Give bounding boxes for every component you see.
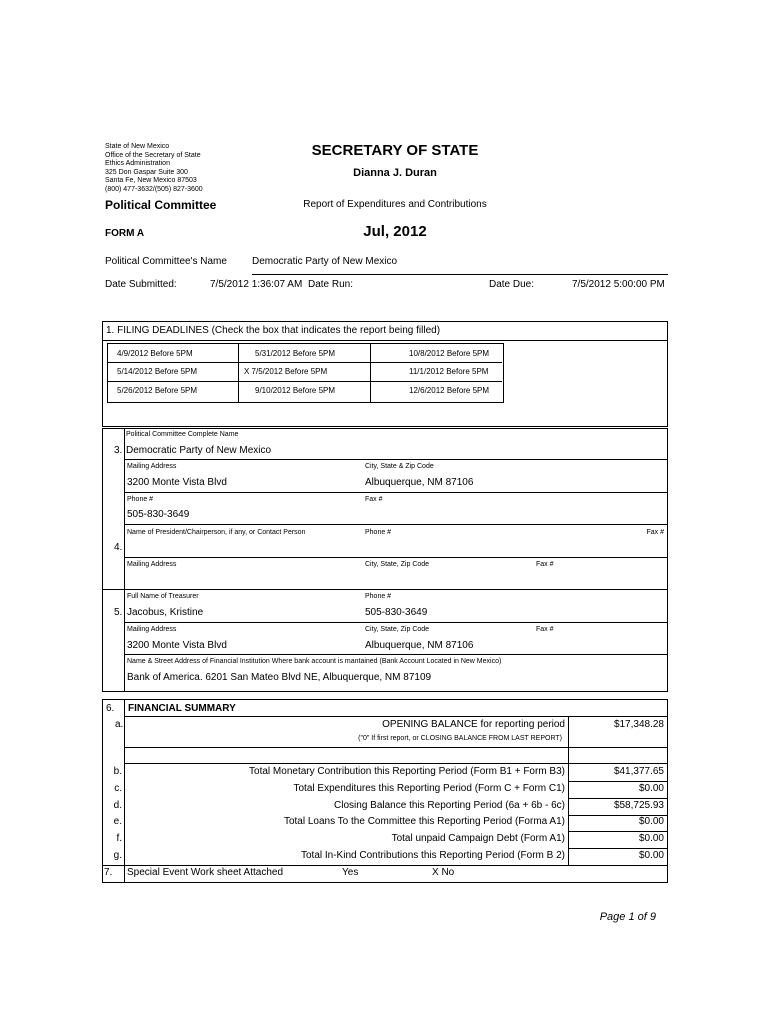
date-submitted: 7/5/2012 1:36:07 AM xyxy=(210,279,303,290)
summary-row-value: $0.00 xyxy=(638,783,664,794)
phone-label: Phone # xyxy=(365,529,392,536)
deadline-option[interactable]: 10/8/2012 Before 5PM xyxy=(409,349,490,358)
row-letter: b. xyxy=(113,766,122,777)
treasurer-phone: 505-830-3649 xyxy=(365,607,428,618)
committee-name: Democratic Party of New Mexico xyxy=(252,256,398,267)
address-line: Office of the Secretary of State xyxy=(105,151,201,159)
filing-deadlines-title: 1. FILING DEADLINES (Check the box that indicates the report being filled) xyxy=(106,325,441,336)
section-number: 6. xyxy=(106,703,115,714)
header-rule xyxy=(252,274,668,275)
form-label: FORM A xyxy=(105,228,145,239)
row-letter: a. xyxy=(115,719,124,730)
deadline-option[interactable]: 5/14/2012 Before 5PM xyxy=(117,367,198,376)
section-number: 3. xyxy=(114,445,123,456)
section-number: 4. xyxy=(114,542,123,553)
treasurer-label: Full Name of Treasurer xyxy=(127,593,199,600)
address-line: 325 Don Gaspar Suite 300 xyxy=(105,168,188,176)
page-number: Page 1 of 9 xyxy=(599,911,656,923)
date-due-label: Date Due: xyxy=(489,279,535,290)
deadline-option[interactable]: 5/26/2012 Before 5PM xyxy=(117,386,198,395)
summary-row-label: Total Monetary Contribution this Reporting Period (Form B1 + Form B3) xyxy=(249,766,565,777)
committee-name-label: Political Committee's Name xyxy=(105,256,227,267)
row-letter: g. xyxy=(113,850,122,861)
row-letter: d. xyxy=(113,800,122,811)
fax-label: Fax # xyxy=(646,529,664,536)
financial-summary-title: FINANCIAL SUMMARY xyxy=(128,703,236,714)
report-title: Report of Expenditures and Contributions xyxy=(303,199,487,210)
report-period: Jul, 2012 xyxy=(363,223,427,240)
deadline-option[interactable]: 9/10/2012 Before 5PM xyxy=(255,386,336,395)
treasurer-name: Jacobus, Kristine xyxy=(127,607,204,618)
address-line: Ethics Administration xyxy=(105,160,170,168)
treasurer-city-state-zip: Albuquerque, NM 87106 xyxy=(365,640,474,651)
date-run-label: Date Run: xyxy=(308,279,354,290)
address-line: State of New Mexico xyxy=(105,143,170,150)
phone-number: 505-830-3649 xyxy=(127,509,190,520)
phone-label: Phone # xyxy=(365,593,392,600)
contact-person-label: Name of President/Chairperson, if any, or Contact Person xyxy=(127,529,306,536)
date-submitted-label: Date Submitted: xyxy=(105,279,177,290)
deadline-option[interactable]: 12/6/2012 Before 5PM xyxy=(409,386,490,395)
complete-name-label: Political Committee Complete Name xyxy=(126,431,239,438)
deadline-option[interactable]: 4/9/2012 Before 5PM xyxy=(117,349,193,358)
city-state-zip-label: City, State, Zip Code xyxy=(365,561,430,568)
summary-row-label: Total Expenditures this Reporting Period (Form C + Form C1) xyxy=(293,783,565,794)
page-title: SECRETARY OF STATE xyxy=(311,142,479,159)
committee-type: Political Committee xyxy=(105,198,217,212)
special-event-no-selected[interactable]: X No xyxy=(432,867,455,878)
row-letter: c. xyxy=(114,783,122,794)
special-event-yes[interactable]: Yes xyxy=(342,867,359,878)
treasurer-mailing-address: 3200 Monte Vista Blvd xyxy=(127,640,227,651)
deadline-option-selected[interactable]: X 7/5/2012 Before 5PM xyxy=(244,367,328,376)
agency-address xyxy=(105,143,265,195)
mailing-address-label: Mailing Address xyxy=(127,463,177,470)
fax-label: Fax # xyxy=(536,561,554,568)
summary-row-value: $0.00 xyxy=(638,850,664,861)
section-number: 7. xyxy=(104,867,113,878)
summary-row-label: Closing Balance this Reporting Period (6a + 6b - 6c) xyxy=(334,800,565,811)
summary-row-value: $0.00 xyxy=(638,816,664,827)
fax-label: Fax # xyxy=(365,496,383,503)
opening-balance-value: $17,348.28 xyxy=(613,719,664,730)
committee-complete-name: Democratic Party of New Mexico xyxy=(126,445,272,456)
row-letter: e. xyxy=(113,816,122,827)
bank-info: Bank of America. 6201 San Mateo Blvd NE, Albuquerque, NM 87109 xyxy=(127,672,432,683)
opening-balance-label: OPENING BALANCE for reporting period xyxy=(382,719,565,730)
deadline-option[interactable]: 5/31/2012 Before 5PM xyxy=(255,349,336,358)
date-due: 7/5/2012 5:00:00 PM xyxy=(572,279,665,290)
fax-label: Fax # xyxy=(536,626,554,633)
special-event-label: Special Event Work sheet Attached xyxy=(127,867,284,878)
phone-label: Phone # xyxy=(127,496,154,503)
section-number: 5. xyxy=(114,607,123,618)
secretary-name: Dianna J. Duran xyxy=(353,167,437,179)
summary-row-label: Total In-Kind Contributions this Reporting Period (Form B 2) xyxy=(300,850,565,861)
summary-row-label: Total Loans To the Committee this Reporting Period (Forma A1) xyxy=(283,816,565,827)
city-state-zip-label: City, State, Zip Code xyxy=(365,626,430,633)
summary-row-value: $0.00 xyxy=(638,833,664,844)
mailing-address: 3200 Monte Vista Blvd xyxy=(127,477,227,488)
row-letter: f. xyxy=(116,833,122,844)
mailing-address-label: Mailing Address xyxy=(127,626,177,633)
opening-balance-note: ("0" If first report, or CLOSING BALANCE FROM LAST REPORT) xyxy=(358,735,562,742)
mailing-address-label: Mailing Address xyxy=(127,561,177,568)
city-state-zip-label: City, State & Zip Code xyxy=(365,463,434,470)
address-line: (800) 477-3632/(505) 827-3600 xyxy=(105,185,203,193)
summary-row-value: $58,725.93 xyxy=(613,800,664,811)
bank-label: Name & Street Address of Financial Institution Where bank account is mantained (Bank Account Located in New Mexico) xyxy=(127,658,502,665)
summary-row-value: $41,377.65 xyxy=(613,766,664,777)
address-line: Santa Fe, New Mexico 87503 xyxy=(105,177,197,185)
summary-row-label: Total unpaid Campaign Debt (Form A1) xyxy=(391,833,565,844)
city-state-zip: Albuquerque, NM 87106 xyxy=(365,477,474,488)
deadline-option[interactable]: 11/1/2012 Before 5PM xyxy=(409,367,489,376)
